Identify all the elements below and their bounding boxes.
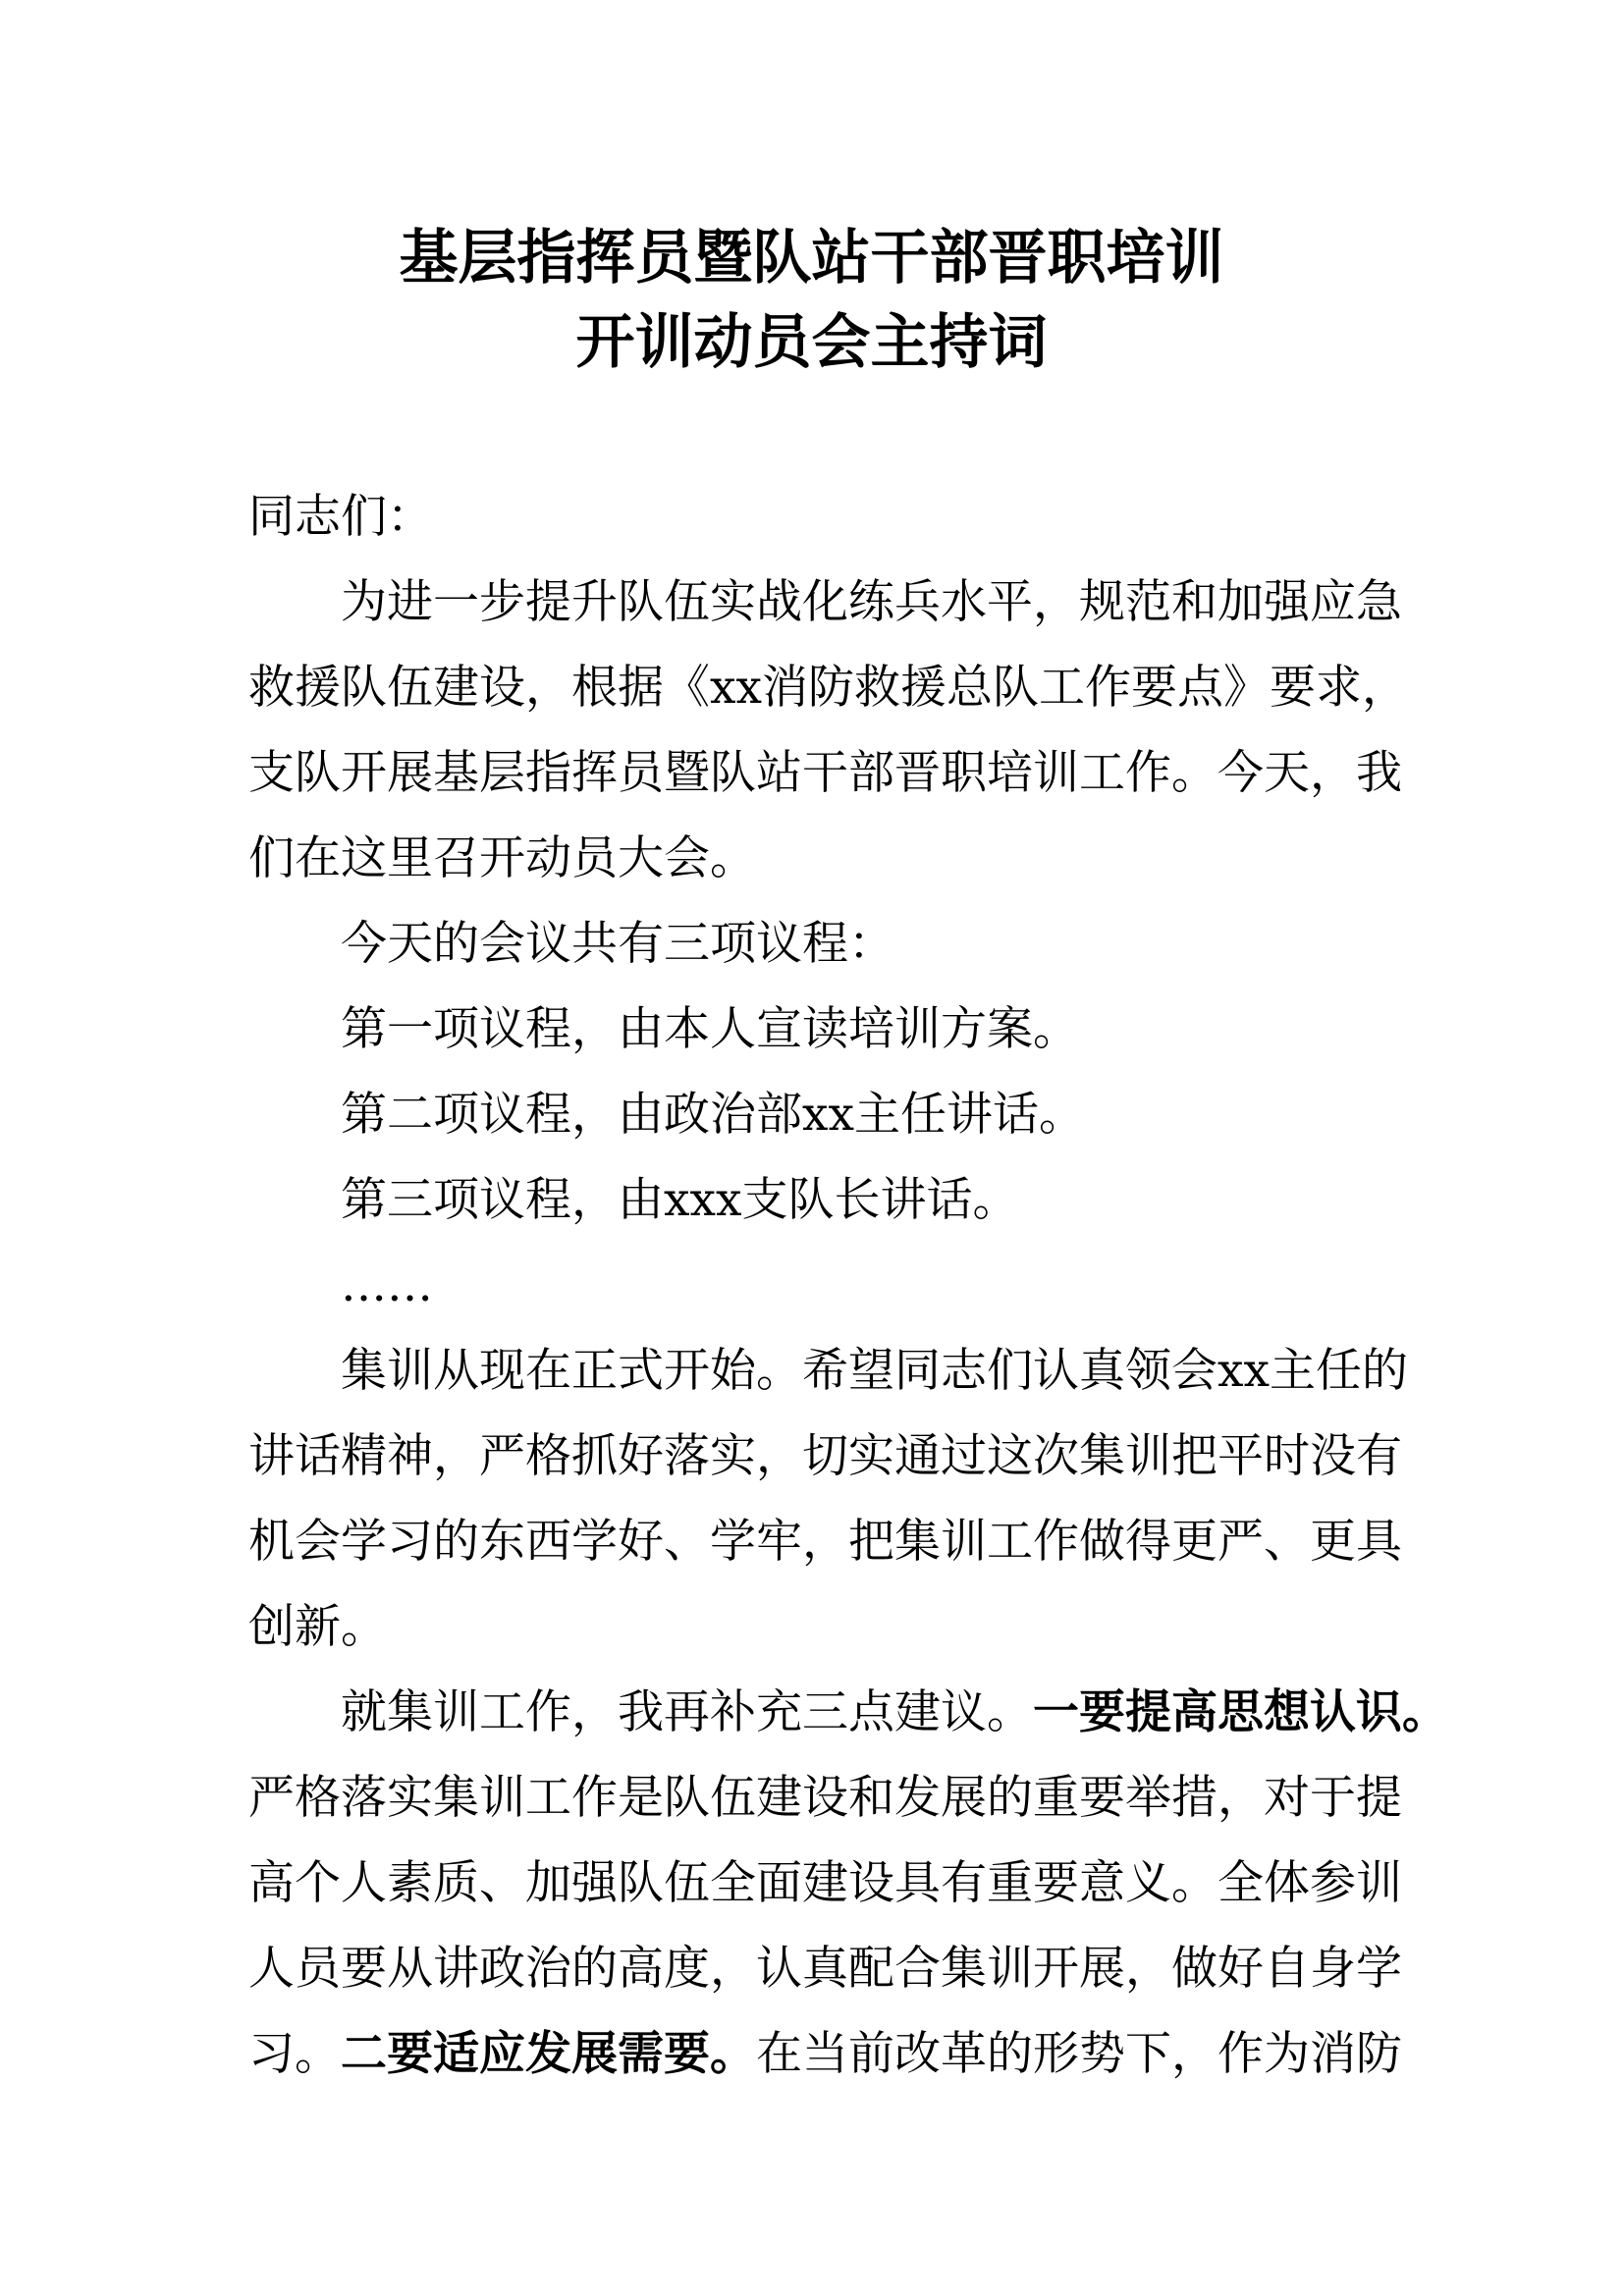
paragraph-2-line: 创新。 bbox=[248, 1600, 387, 1654]
title-line-1: 基层指挥员暨队站干部晋职培训 bbox=[399, 224, 1224, 293]
paragraph-2-line: 集训从现在正式开始。希望同志们认真领会xx主任的 bbox=[341, 1344, 1409, 1398]
paragraph-3-line: 严格落实集训工作是队伍建设和发展的重要举措，对于提 bbox=[248, 1771, 1402, 1825]
paragraph-3-line: 高个人素质、加强队伍全面建设具有重要意义。全体参训 bbox=[248, 1856, 1402, 1910]
bold-point-1: 一要提高思想认识。 bbox=[1033, 1685, 1448, 1739]
paragraph-3-line bbox=[248, 1670, 1448, 1755]
paragraph-2-line: 机会学习的东西学好、学牢，把集训工作做得更严、更具 bbox=[248, 1515, 1402, 1569]
paragraph-3-line: 人员要从讲政治的高度，认真配合集训开展，做好自身学 bbox=[248, 1942, 1402, 1996]
agenda-item-3: 第三项议程，由xxx支队长讲话。 bbox=[341, 1173, 1019, 1227]
paragraph-3-line bbox=[248, 2011, 1402, 2097]
salutation: 同志们： bbox=[248, 490, 433, 544]
title-line-2: 开训动员会主持词 bbox=[575, 308, 1048, 377]
agenda-intro: 今天的会议共有三项议程： bbox=[341, 917, 894, 971]
text: 就集训工作，我再补充三点建议。 bbox=[341, 1685, 1033, 1739]
paragraph-1-line: 们在这里召开动员大会。 bbox=[248, 831, 756, 885]
ellipsis: …… bbox=[341, 1258, 433, 1312]
paragraph-1-line: 为进一步提升队伍实战化练兵水平，规范和加强应急 bbox=[341, 575, 1402, 629]
paragraph-1-line: 救援队伍建设，根据《xx消防救援总队工作要点》要求， bbox=[248, 661, 1409, 715]
text: 在当前改革的形势下，作为消防 bbox=[756, 2027, 1402, 2081]
agenda-item-1: 第一项议程，由本人宣读培训方案。 bbox=[341, 1002, 1079, 1056]
agenda-item-2: 第二项议程，由政治部xx主任讲话。 bbox=[341, 1088, 1086, 1142]
bold-point-2: 二要适应发展需要。 bbox=[341, 2027, 756, 2081]
paragraph-1-line: 支队开展基层指挥员暨队站干部晋职培训工作。今天，我 bbox=[248, 746, 1402, 800]
text: 习。 bbox=[248, 2027, 341, 2081]
paragraph-2-line: 讲话精神，严格抓好落实，切实通过这次集训把平时没有 bbox=[248, 1429, 1402, 1483]
